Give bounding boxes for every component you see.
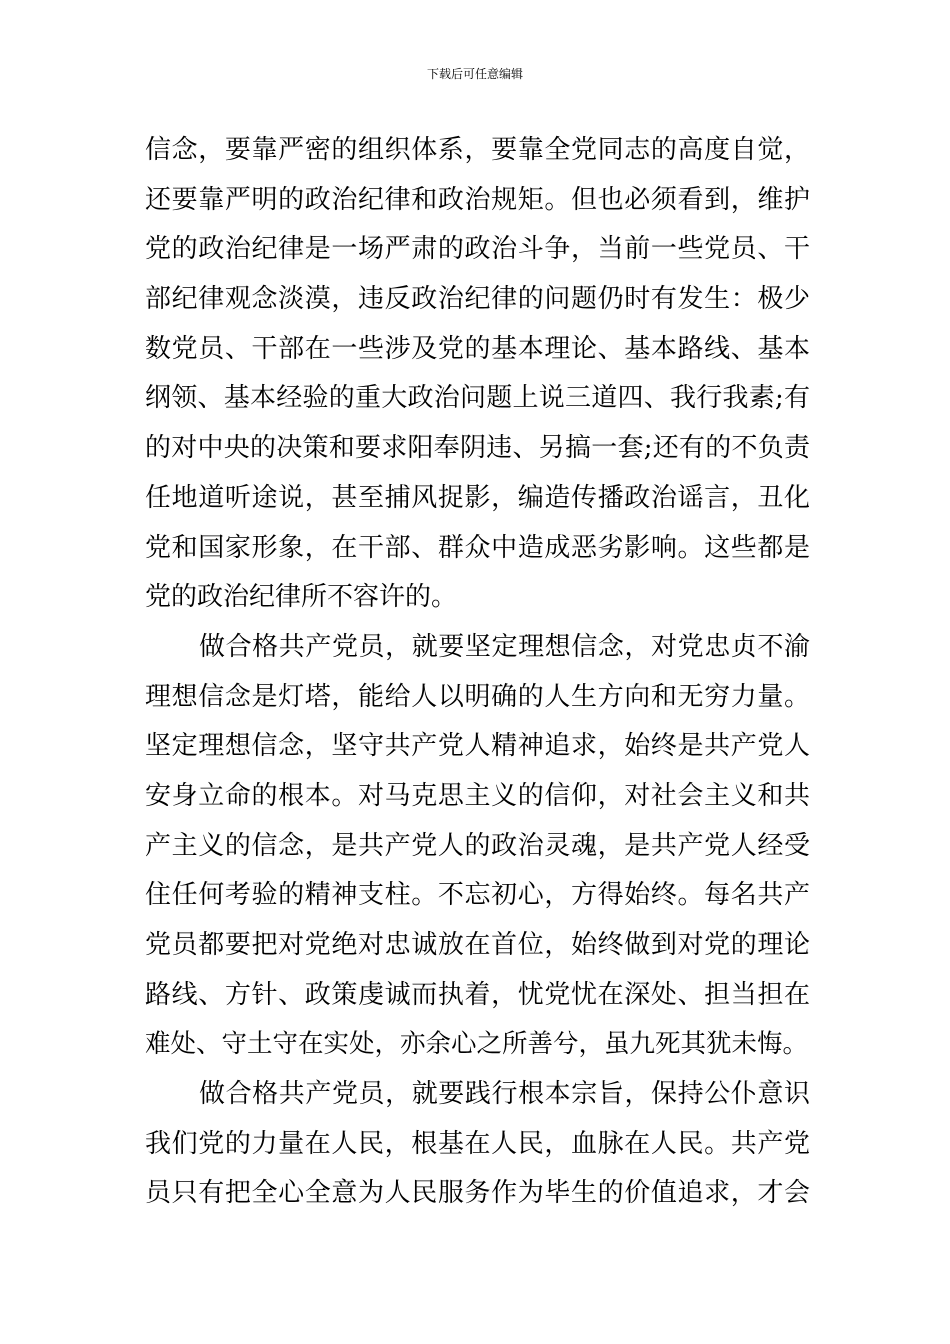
text-line: 产主义的信念，是共产党人的政治灵魂，是共产党人经受 bbox=[145, 830, 810, 861]
text-line: 做合格共产党员，就要坚定理想信念，对党忠贞不渝 bbox=[199, 631, 810, 662]
text-line: 坚定理想信念，坚守共产党人精神追求，始终是共产党人 bbox=[145, 731, 810, 762]
text-line: 难处、守土守在实处，亦余心之所善兮，虽九死其犹未悔。 bbox=[145, 1029, 809, 1060]
text-line: 党的政治纪律是一场严肃的政治斗争，当前一些党员、干 bbox=[145, 234, 810, 265]
text-line: 员只有把全心全意为人民服务作为毕生的价值追求，才会 bbox=[145, 1178, 810, 1209]
text-line: 数党员、干部在一些涉及党的基本理论、基本路线、基本 bbox=[145, 333, 810, 364]
page-header: 下载后可任意编辑 bbox=[426, 67, 523, 81]
text-line: 路线、方针、政策虔诚而执着，忧党忧在深处、担当担在 bbox=[145, 979, 810, 1010]
text-line: 安身立命的根本。对马克思主义的信仰，对社会主义和共 bbox=[145, 780, 810, 811]
text-line: 我们党的力量在人民，根基在人民，血脉在人民。共产党 bbox=[145, 1128, 810, 1159]
text-line: 党的政治纪律所不容许的。 bbox=[145, 582, 458, 613]
text-line: 纲领、基本经验的重大政治问题上说三道四、我行我素;有 bbox=[145, 383, 810, 414]
text-line: 部纪律观念淡漠，违反政治纪律的问题仍时有发生：极少 bbox=[145, 284, 810, 315]
text-line: 信念，要靠严密的组织体系，要靠全党同志的高度自觉， bbox=[145, 135, 810, 165]
text-line: 住任何考验的精神支柱。不忘初心，方得始终。每名共产 bbox=[145, 880, 810, 911]
document-body bbox=[145, 126, 810, 1219]
text-line: 还要靠严明的政治纪律和政治规矩。但也必须看到，维护 bbox=[145, 184, 810, 215]
text-line: 理想信念是灯塔，能给人以明确的人生方向和无穷力量。 bbox=[145, 681, 810, 712]
text-line: 任地道听途说，甚至捕风捉影，编造传播政治谣言，丑化 bbox=[145, 482, 810, 513]
text-line: 做合格共产党员，就要践行根本宗旨，保持公仆意识 bbox=[199, 1079, 810, 1110]
text-line: 党和国家形象，在干部、群众中造成恶劣影响。这些都是 bbox=[145, 532, 810, 563]
text-line: 的对中央的决策和要求阳奉阴违、另搞一套;还有的不负责 bbox=[145, 433, 810, 464]
text-line: 党员都要把对党绝对忠诚放在首位，始终做到对党的理论 bbox=[145, 930, 810, 960]
